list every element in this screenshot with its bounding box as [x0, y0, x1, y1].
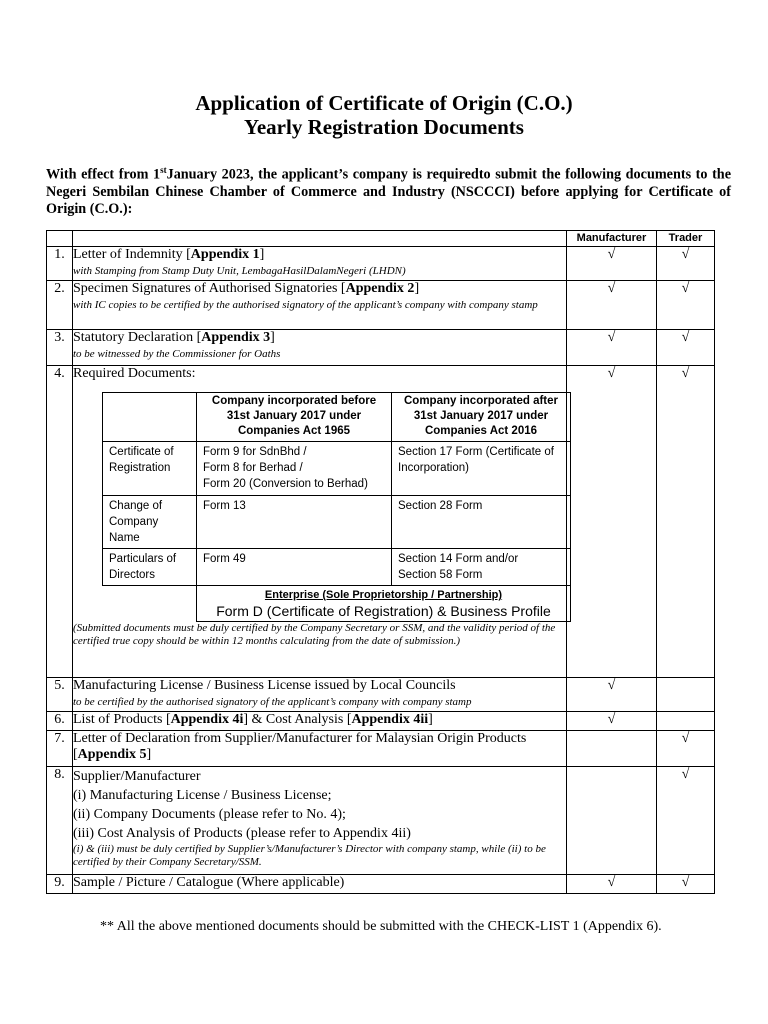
row-description: Letter of Declaration from Supplier/Manufacturer for Malaysian Origin Products [Appendix 5] [73, 731, 567, 767]
manufacturer-check [567, 731, 657, 767]
manufacturer-check [567, 767, 657, 875]
trader-check: √ [657, 247, 715, 281]
table-row [47, 875, 715, 894]
table-row [47, 731, 715, 767]
required-docs-note: (Submitted documents must be duly certified by the Company Secretary or SSM, and the validity period of the certified true copy should be within 12 months calculating from the date of submission.) [73, 622, 556, 647]
doc-after: Section 14 Form and/or Section 58 Form [392, 549, 571, 586]
footer-note: ** All the above mentioned documents should be submitted with the CHECK-LIST 1 (Appendix 6). [100, 919, 662, 934]
manufacturer-check: √ [567, 281, 657, 330]
intro-paragraph: With effect from 1stJanuary 2023, the applicant’s company is requiredto submit the following documents to the Negeri Sembilan Chinese Chamber of Commerce and Industry (NSCCCI) before applying for Certificate of Origin (C.O.): [46, 165, 731, 217]
table-row [47, 330, 715, 366]
table-row [47, 281, 715, 330]
row-number: 4. [47, 366, 73, 678]
row-number: 7. [47, 731, 73, 767]
table-row [47, 247, 715, 281]
manufacturer-check: √ [567, 247, 657, 281]
manufacturer-check: √ [567, 875, 657, 894]
manufacturer-header: Manufacturer [567, 231, 657, 247]
doc-before: Form 49 [197, 549, 392, 586]
manufacturer-check: √ [567, 366, 657, 678]
row-description: Manufacturing License / Business License issued by Local Councils to be certified by the authorised signatory of the applicant’s company with company stamp [73, 678, 567, 712]
table-header-row [47, 231, 715, 247]
row-number: 8. [47, 767, 73, 875]
trader-check: √ [657, 281, 715, 330]
manufacturer-check: √ [567, 712, 657, 731]
doc-label: Change of Company Name [103, 496, 197, 549]
page-subtitle: Yearly Registration Documents [244, 115, 524, 139]
table-row [47, 767, 715, 875]
trader-check: √ [657, 731, 715, 767]
before-2017-header: Company incorporated before 31st January 2017 under Companies Act 1965 [197, 393, 392, 442]
manufacturer-check: √ [567, 330, 657, 366]
required-documents-table [102, 392, 571, 622]
row-description: Required Documents: Company incorporated before 31st January 2017 under Companies Act 1965 Company incorporated after 31st January 2017 under Companies Act 2016 Certificate of Registration Form 9 for SdnBhd / Form 8 for Berhad / Form 20 (Conversion to Berhad) Section 17 Form (Certificate of Incorporation) Change of Company Name Form 13 Section 28 Form Particulars of Directors Form 49 Section 14 Form and/or Section 58 Form Enterprise (Sole Proprietorship / Partnership) Form D (Certificate of Registration) & Business Profile (Submitted documents must be duly certified by the Company Secretary or SSM, and the validity period of the certified true copy should be within 12 months calculating from the date of submission.) [73, 366, 567, 678]
trader-check: √ [657, 330, 715, 366]
trader-check [657, 678, 715, 712]
trader-header: Trader [657, 231, 715, 247]
row-number: 6. [47, 712, 73, 731]
row-description: List of Products [Appendix 4i] & Cost Analysis [Appendix 4ii] [73, 712, 567, 731]
documents-table [46, 230, 715, 894]
row-description: Specimen Signatures of Authorised Signatories [Appendix 2] with IC copies to be certified by the authorised signatory of the applicant’s company with company stamp [73, 281, 567, 330]
row-number: 9. [47, 875, 73, 894]
enterprise-cell: Enterprise (Sole Proprietorship / Partnership) Form D (Certificate of Registration) & Business Profile [197, 586, 571, 622]
row-description: Statutory Declaration [Appendix 3] to be witnessed by the Commissioner for Oaths [73, 330, 567, 366]
doc-after: Section 28 Form [392, 496, 571, 549]
table-row [47, 366, 715, 678]
table-row [47, 678, 715, 712]
doc-label: Particulars of Directors [103, 549, 197, 586]
row-number: 2. [47, 281, 73, 330]
after-2017-header: Company incorporated after 31st January 2017 under Companies Act 2016 [392, 393, 571, 442]
row-description: Sample / Picture / Catalogue (Where applicable) [73, 875, 567, 894]
row-description: Letter of Indemnity [Appendix 1] with Stamping from Stamp Duty Unit, LembagaHasilDalamNegeri (LHDN) [73, 247, 567, 281]
doc-before: Form 13 [197, 496, 392, 549]
trader-check: √ [657, 875, 715, 894]
doc-before: Form 9 for SdnBhd / Form 8 for Berhad / Form 20 (Conversion to Berhad) [197, 442, 392, 496]
trader-check [657, 712, 715, 731]
doc-after: Section 17 Form (Certificate of Incorporation) [392, 442, 571, 496]
row-number: 3. [47, 330, 73, 366]
table-row [47, 712, 715, 731]
row-number: 1. [47, 247, 73, 281]
row-description: Supplier/Manufacturer (i) Manufacturing License / Business License; (ii) Company Documents (please refer to No. 4); (iii) Cost Analysis of Products (please refer to Appendix 4ii) (i) & (iii) must be duly certified by Supplier’s/Manufacturer’s Director with company stamp, while (ii) to be certified by their Company Secretary/SSM. [73, 767, 567, 875]
manufacturer-check: √ [567, 678, 657, 712]
page-title: Application of Certificate of Origin (C.O.) [195, 91, 573, 115]
trader-check: √ [657, 767, 715, 875]
trader-check: √ [657, 366, 715, 678]
doc-label: Certificate of Registration [103, 442, 197, 496]
row-number: 5. [47, 678, 73, 712]
